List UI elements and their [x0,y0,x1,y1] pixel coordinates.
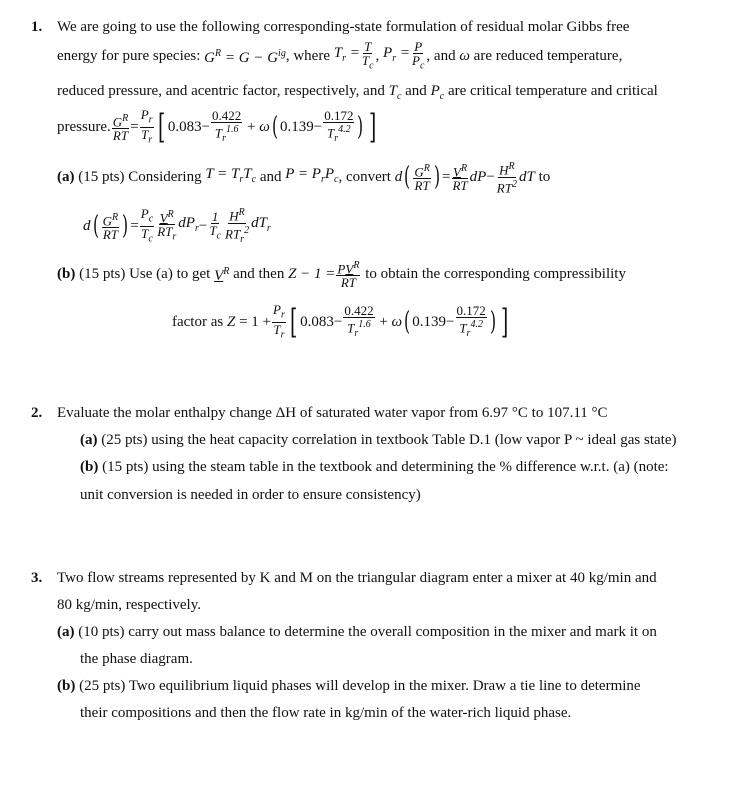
part-3a: (a) (10 pts) carry out mass balance to determine the overall composition in the mixer and mark it on [57,624,657,640]
problem-2-line1: Evaluate the molar enthalpy change ΔH of saturated water vapor from 6.97 °C to 107.11 °C [57,405,608,421]
gibbs-definition: $G^R = G - G^{ig}$ [204,48,286,66]
gibbs-equation: pressure. $\frac{G^R}{RT}$ = $\frac{P_r}{T_r}$ [ 0.083 − $\frac{0.422}{T_r^{1.6}}$ + ω ( 0.139 − $\frac{0.172}{T_r^{4.2}}$ ) ] [57,106,376,147]
problem-3-number: 3. [31,570,43,586]
problem-1-line1: We are going to use the following corresponding-state formulation of residual molar Gibbs free [57,19,630,35]
line3-text: reduced pressure, and acentric factor, respectively, and [57,83,385,99]
part-3a-cont: the phase diagram. [80,651,193,667]
problem-3-line1: Two flow streams represented by K and M on the triangular diagram enter a mixer at 40 kg/min and [57,570,657,586]
line2-text-b: , where [285,48,330,64]
reduced-temperature-frac: $\frac{T}{T_c}$ [361,38,374,72]
line2-text-d: are reduced temperature, [473,48,623,64]
line2-text-c: and [433,48,456,64]
problem-1-line2: energy for pure species: $G^R = G - G^{ig}$ , where $T_r$ = $\frac{T}{T_c}$ , $P_r$ = $\frac{P}{P_c}$ , and ω are reduced temperature, [57,38,623,72]
part-1a-result: d ( $\frac{G^R}{RT}$ ) = $\frac{P_c}{T_c}$ $\frac{V^R}{RT_r}$ $dP_r$ − $\frac{1}{T_c}$ $\frac{H^R}{RT_r^2}$ $dT_r$ [83,205,271,245]
problem-3-line2: 80 kg/min, respectively. [57,597,201,613]
part-3b-label: (b) [57,678,76,694]
line3-text-c: are critical temperature and critical [447,83,658,99]
part-2b-cont: unit conversion is needed in order to ensure consistency) [80,487,421,503]
part-1a-label: (a) [57,169,75,185]
part-3b: (b) (25 pts) Two equilibrium liquid phases will develop in the mixer. Draw a tie line to determine [57,678,641,694]
part-1a: (a) (15 pts) Considering $T = T_rT_c$ and $P = P_rP_c$ , convert d ( $\frac{G^R}{RT}$ ) = $\frac{V^R}{RT}$ dP − $\frac{H^R}{RT^2}$ dT to [57,161,551,195]
part-3a-label: (a) [57,624,75,640]
part-1b: (b) (15 pts) Use (a) to get $V^R$ and then Z − 1 = $\frac{PV^R}{RT}$ to obtain the corresponding compressibility [57,259,626,291]
compressibility-equation: factor as Z = 1 + $\frac{P_r}{T_r}$ [ 0.083 − $\frac{0.422}{T_r^{1.6}}$ + ω ( 0.139 − $\frac{0.172}{T_r^{4.2}}$ ) ] [172,301,509,342]
line2-text-a: energy for pure species: [57,48,201,64]
part-3b-cont: their compositions and then the flow rate in kg/min of the water-rich liquid phase. [80,705,572,721]
part-2b: (b) (15 pts) using the steam table in the textbook and determining the % difference w.r.t. (a) (note: [80,459,669,475]
problem-2-number: 2. [31,405,43,421]
line3-text-b: and [405,83,427,99]
reduced-pressure-frac: $\frac{P}{P_c}$ [412,38,425,72]
part-1b-label: (b) [57,266,76,282]
problem-1-number: 1. [31,19,43,35]
part-2b-label: (b) [80,459,99,475]
problem-1-line3: reduced pressure, and acentric factor, respectively, and $T_c$ and $P_c$ are critical temperature and critical [57,83,658,102]
part-2a: (a) (25 pts) using the heat capacity correlation in textbook Table D.1 (low vapor P ~ ideal gas state) [80,432,677,448]
pressure-label: pressure. [57,119,111,135]
part-2a-label: (a) [80,432,98,448]
